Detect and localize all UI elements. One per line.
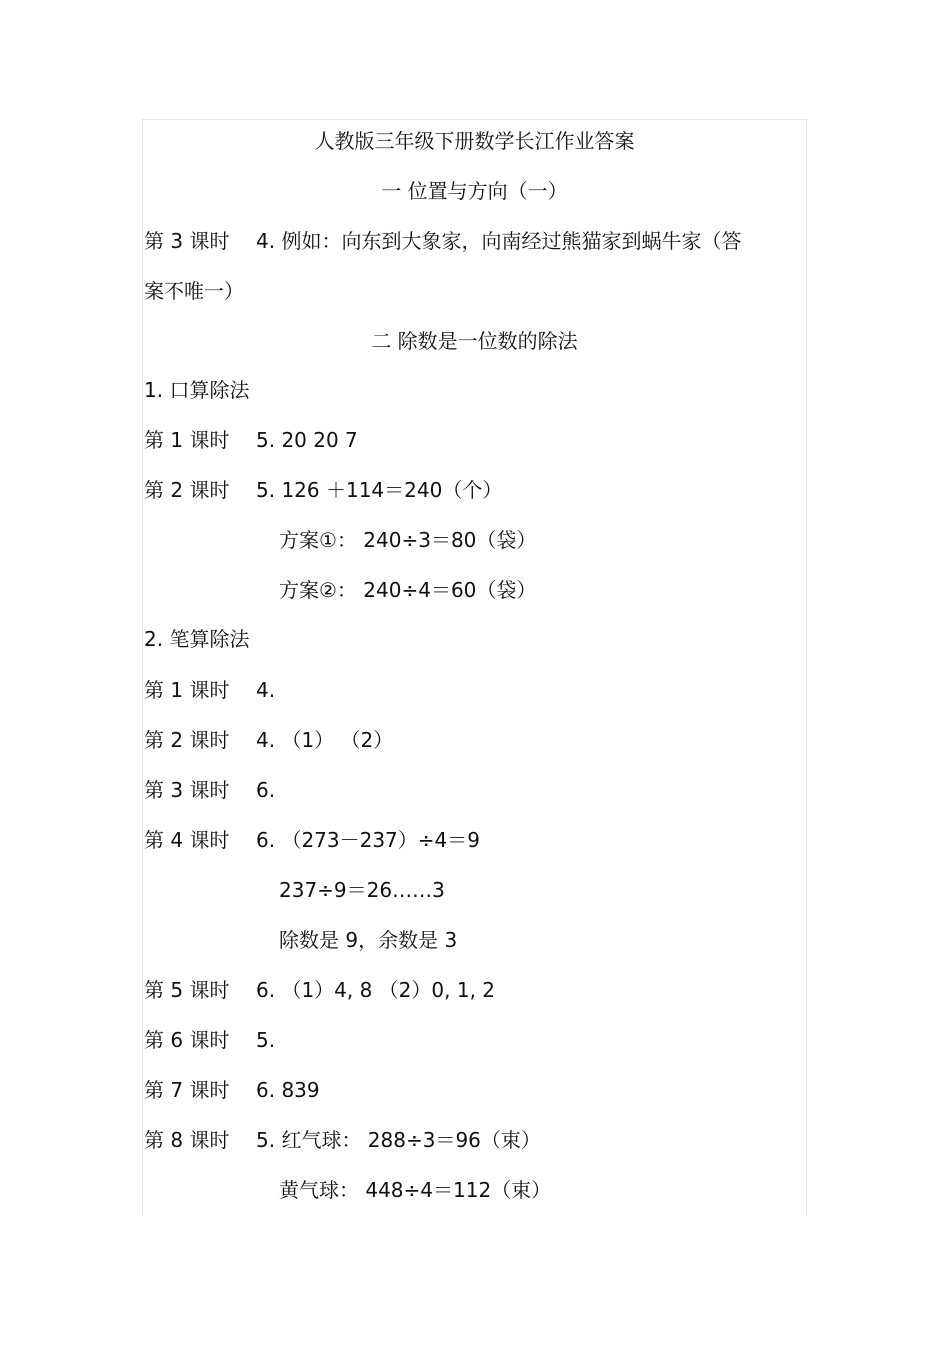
answer-continuation: 237÷9＝26……3 <box>279 878 445 902</box>
lesson-label: 第 4 课时 <box>144 828 230 852</box>
lesson-label: 第 8 课时 <box>144 1128 230 1152</box>
answer-continuation: 方案②： 240÷4＝60（袋） <box>279 578 537 602</box>
unit2-heading: 二 除数是一位数的除法 <box>371 329 578 353</box>
lesson-answer: 6. <box>256 778 276 802</box>
document-title: 人教版三年级下册数学长江作业答案 <box>314 129 635 153</box>
lesson-answer: 5. 20 20 7 <box>256 428 358 452</box>
lesson-label: 第 2 课时 <box>144 478 230 502</box>
lesson-label: 第 3 课时 <box>144 778 230 802</box>
lesson-label: 第 7 课时 <box>144 1078 230 1102</box>
lesson-answer-continued: 案不唯一） <box>144 279 244 303</box>
section-heading: 1. 口算除法 <box>144 378 250 402</box>
answer-continuation: 方案①： 240÷3＝80（袋） <box>279 528 537 552</box>
unit1-heading: 一 位置与方向（一） <box>381 179 568 203</box>
lesson-answer: 5. 126 ＋114＝240（个） <box>256 478 503 502</box>
lesson-label: 第 1 课时 <box>144 678 230 702</box>
lesson-answer: 5. <box>256 1028 276 1052</box>
lesson-label: 第 2 课时 <box>144 728 230 752</box>
lesson-label: 第 3 课时 <box>144 229 230 253</box>
answer-continuation: 黄气球： 448÷4＝112（束） <box>279 1178 552 1202</box>
lesson-answer: 6. 839 <box>256 1078 320 1102</box>
lesson-answer: 6. （1）4, 8 （2）0, 1, 2 <box>256 978 496 1002</box>
lesson-answer: 4. （1） （2） <box>256 728 394 752</box>
section-heading: 2. 笔算除法 <box>144 627 250 651</box>
answer-continuation: 除数是 9，余数是 3 <box>279 928 458 952</box>
lesson-label: 第 6 课时 <box>144 1028 230 1052</box>
lesson-answer: 4. 例如：向东到大象家，向南经过熊猫家到蜗牛家（答 <box>256 229 742 253</box>
lesson-label: 第 1 课时 <box>144 428 230 452</box>
lesson-answer: 4. <box>256 678 276 702</box>
lesson-answer: 5. 红气球： 288÷3＝96（束） <box>256 1128 541 1152</box>
lesson-label: 第 5 课时 <box>144 978 230 1002</box>
lesson-answer: 6. （273－237）÷4＝9 <box>256 828 480 852</box>
